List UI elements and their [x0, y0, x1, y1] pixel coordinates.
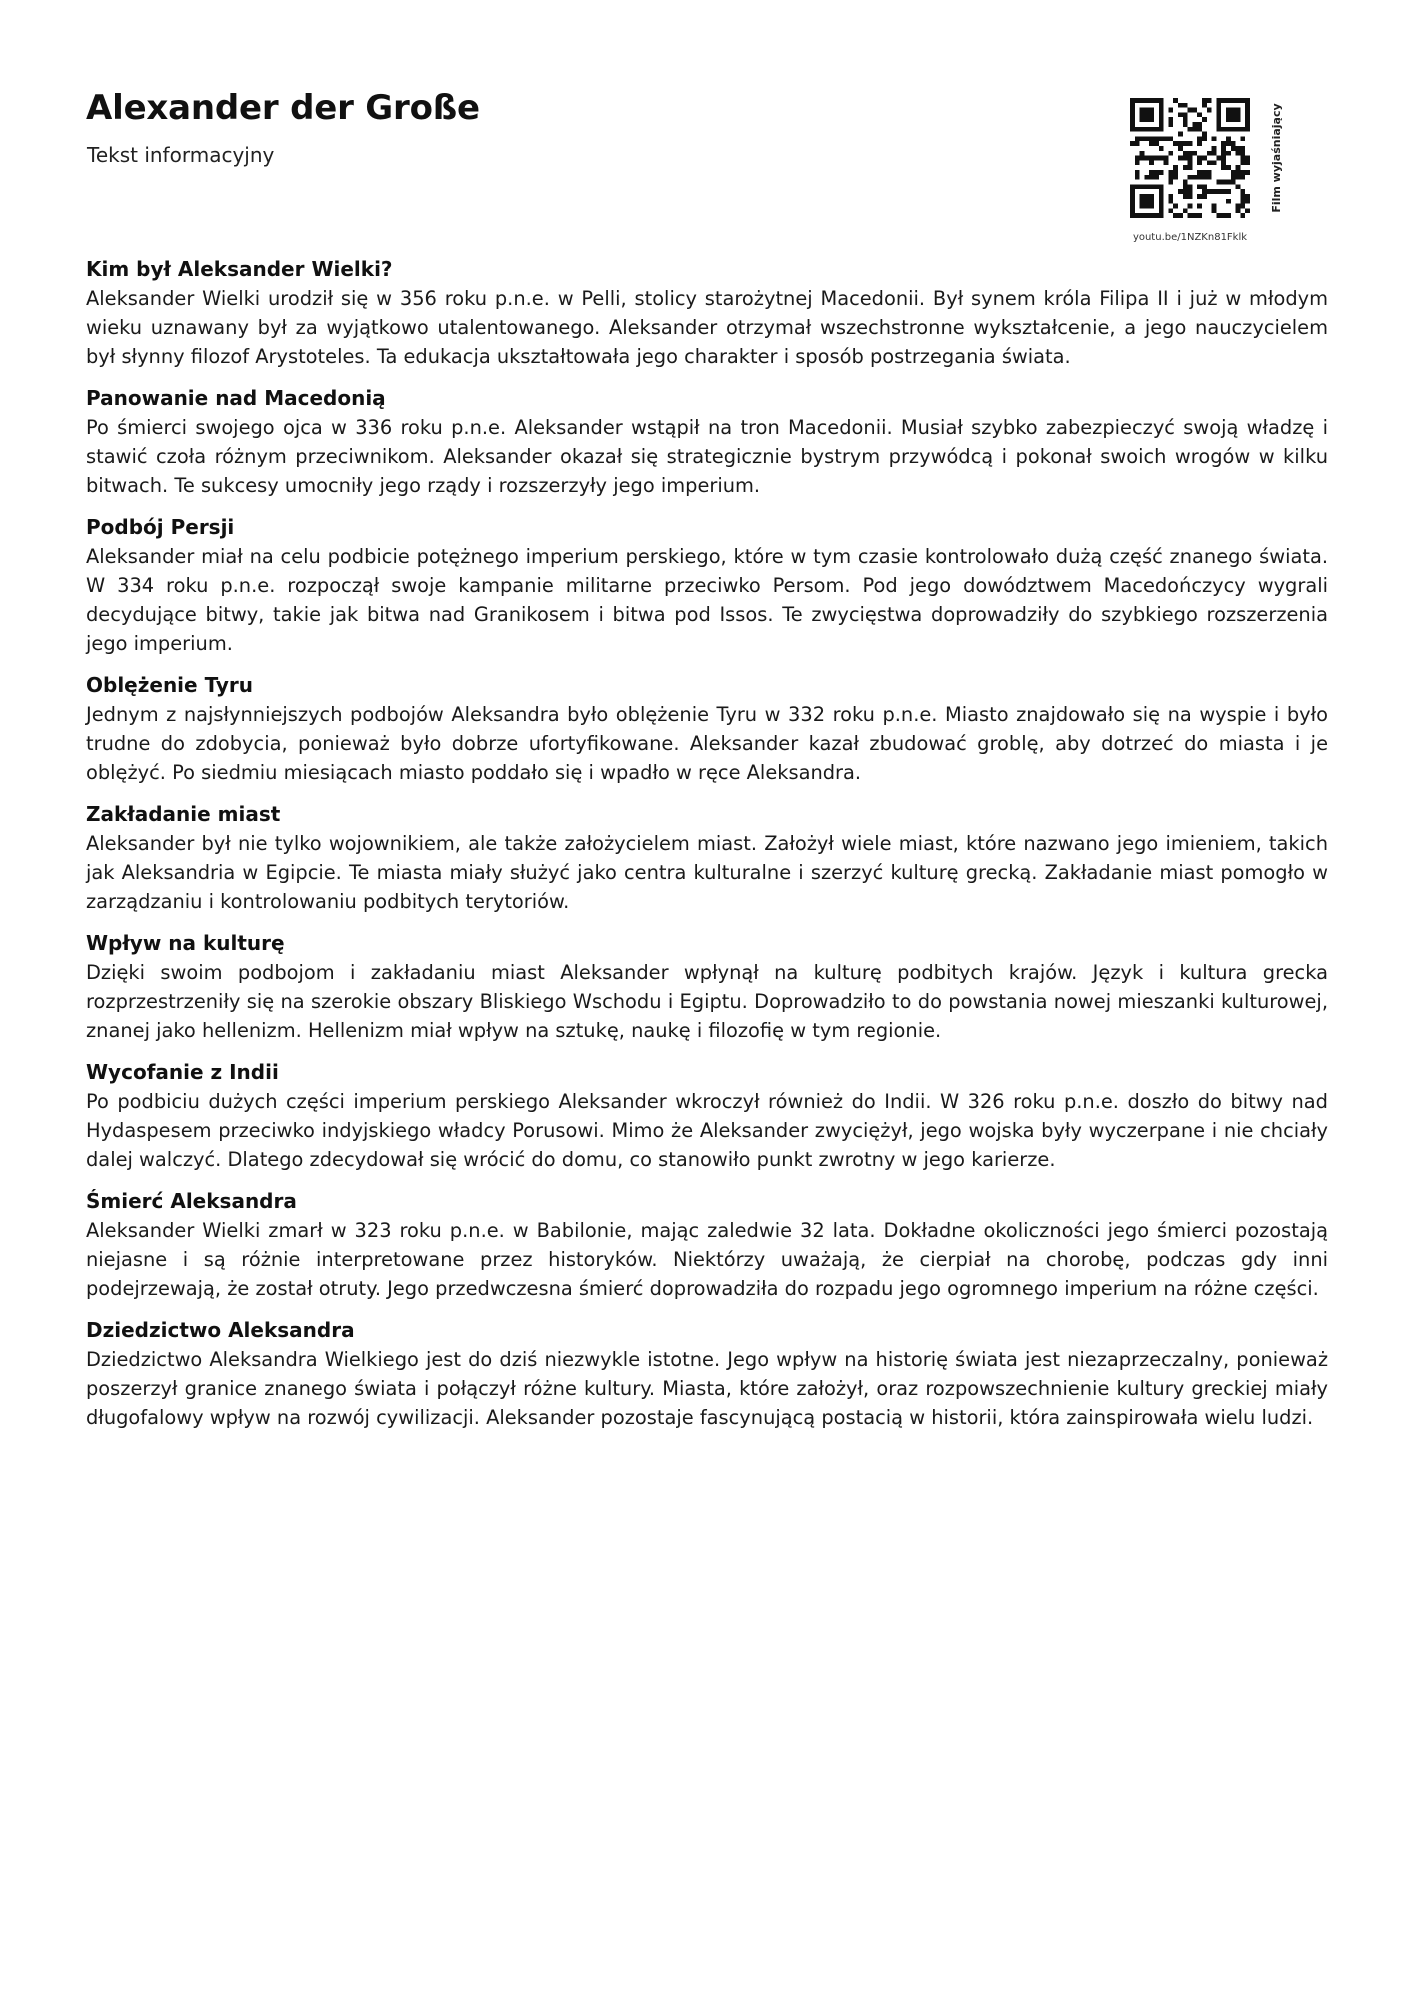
section-death — [86, 1186, 1328, 1303]
section-text: Jednym z najsłynniejszych podbojów Aleksandra było oblężenie Tyru w 332 roku p.n.e. Miasto znajdowało się na wyspie i było trudne do zdobycia, ponieważ było dobrze ufortyfikowane. Aleksander kazał zbudować groblę, aby dotrzeć do miasta i je oblężyć. Po siedmiu miesiącach miasto poddało się i wpadło w ręce Aleksandra. — [86, 703, 1328, 784]
section-heading: Śmierć Aleksandra — [86, 1189, 297, 1213]
section-heading: Podbój Persji — [86, 515, 235, 539]
section-heading: Dziedzictwo Aleksandra — [86, 1318, 355, 1342]
section-text: Aleksander Wielki zmarł w 323 roku p.n.e. w Babilonie, mając zaledwie 32 lata. Dokładne okoliczności jego śmierci pozostają niejasne i są różnie interpretowane przez historyków. Niektórzy uważają, że cierpiał na chorobę, podczas gdy inni podejrzewają, że został otruty. Jego przedwczesna śmierć doprowadziła do rozpadu jego ogromnego imperium na różne części. — [86, 1219, 1328, 1300]
section-heading: Wpływ na kulturę — [86, 931, 285, 955]
section-india — [86, 1057, 1328, 1174]
section-text: Aleksander miał na celu podbicie potężnego imperium perskiego, które w tym czasie kontrolowało dużą część znanego świata. W 334 roku p.n.e. rozpoczął swoje kampanie militarne przeciwko Persom. Pod jego dowództwem Macedończycy wygrali decydujące bitwy, takie jak bitwa nad Granikosem i bitwa pod Issos. Te zwycięstwa doprowadziły do szybkiego rozszerzenia jego imperium. — [86, 545, 1328, 655]
video-link[interactable]: youtu.be/1NZKn81Fklk — [1132, 232, 1248, 243]
section-culture — [86, 928, 1328, 1045]
section-heading: Panowanie nad Macedonią — [86, 386, 386, 410]
section-text: Aleksander Wielki urodził się w 356 roku p.n.e. w Pelli, stolicy starożytnej Macedonii. Był synem króla Filipa II i już w młodym wieku uznawany był za wyjątkowo utalentowanego. Aleksander otrzymał wszechstronne wykształcenie, a jego nauczycielem był słynny filozof Arystoteles. Ta edukacja ukształtowała jego charakter i sposób postrzegania świata. — [86, 287, 1328, 368]
section-cities — [86, 799, 1328, 916]
qr-block — [1120, 98, 1310, 250]
page-title: Alexander der Große — [86, 88, 480, 128]
section-heading: Wycofanie z Indii — [86, 1060, 279, 1084]
section-text: Po śmierci swojego ojca w 336 roku p.n.e. Aleksander wstąpił na tron Macedonii. Musiał szybko zabezpieczyć swoją władzę i stawić czoła różnym przeciwnikom. Aleksander okazał się strategicznie bystrym przywódcą i pokonał swoich wrogów w kilku bitwach. Te sukcesy umocniły jego rządy i rozszerzyły jego imperium. — [86, 416, 1328, 497]
section-persia — [86, 512, 1328, 658]
section-text: Dzięki swoim podbojom i zakładaniu miast Aleksander wpłynął na kulturę podbitych krajów. Język i kultura grecka rozprzestrzeniły się na szerokie obszary Bliskiego Wschodu i Egiptu. Doprowadziło to do powstania nowej mieszanki kulturowej, znanej jako hellenizm. Hellenizm miał wpływ na sztukę, naukę i filozofię w tym regionie. — [86, 961, 1328, 1042]
section-heading: Kim był Aleksander Wielki? — [86, 257, 393, 281]
article-body — [86, 254, 1328, 1444]
section-text: Aleksander był nie tylko wojownikiem, ale także założycielem miast. Założył wiele miast, które nazwano jego imieniem, takich jak Aleksandria w Egipcie. Te miasta miały służyć jako centra kulturalne i szerzyć kulturę grecką. Zakładanie miast pomogło w zarządzaniu i kontrolowaniu podbitych terytoriów. — [86, 832, 1328, 913]
section-legacy — [86, 1315, 1328, 1432]
section-heading: Oblężenie Tyru — [86, 673, 253, 697]
section-reign — [86, 383, 1328, 500]
page-subtitle: Tekst informacyjny — [87, 143, 275, 167]
qr-code-icon[interactable] — [1130, 98, 1250, 218]
section-tyre — [86, 670, 1328, 787]
section-text: Dziedzictwo Aleksandra Wielkiego jest do dziś niezwykle istotne. Jego wpływ na historię świata jest niezaprzeczalny, ponieważ poszerzył granice znanego świata i połączył różne kultury. Miasta, które założył, oraz rozpowszechnienie kultury greckiej miały długofalowy wpływ na rozwój cywilizacji. Aleksander pozostaje fascynującą postacią w historii, która zainspirowała wielu ludzi. — [86, 1348, 1328, 1429]
qr-caption: Film wyjaśniający — [1270, 103, 1283, 213]
section-heading: Zakładanie miast — [86, 802, 281, 826]
section-birth — [86, 254, 1328, 371]
section-text: Po podbiciu dużych części imperium perskiego Aleksander wkroczył również do Indii. W 326 roku p.n.e. doszło do bitwy nad Hydaspesem przeciwko indyjskiego władcy Porusowi. Mimo że Aleksander zwyciężył, jego wojska były wyczerpane i nie chciały dalej walczyć. Dlatego zdecydował się wrócić do domu, co stanowiło punkt zwrotny w jego karierze. — [86, 1090, 1328, 1171]
